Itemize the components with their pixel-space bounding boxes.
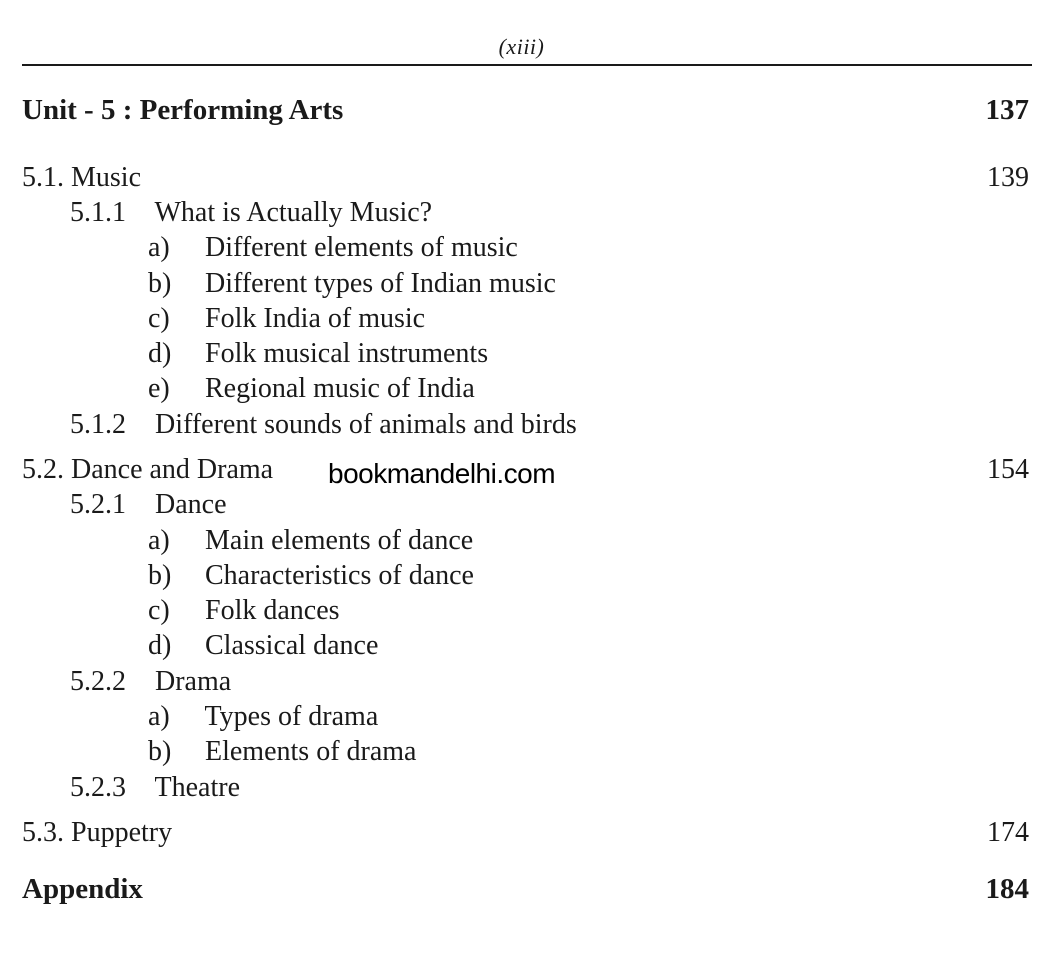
toc-subsection	[70, 770, 240, 806]
watermark-text: bookmandelhi.com	[328, 458, 556, 489]
subsection-title: Different sounds of animals and birds	[155, 409, 577, 440]
section-number: 5.2.	[22, 454, 64, 485]
section-page-number: 154	[987, 454, 1029, 485]
toc-subsection	[70, 664, 231, 700]
subsection-number: 5.2.1	[70, 489, 126, 520]
toc-item	[148, 734, 416, 770]
unit-title: Unit - 5 : Performing Arts	[22, 94, 344, 126]
item-text: Regional music of India	[205, 373, 475, 404]
appendix-title: Appendix	[22, 873, 143, 905]
item-text: Folk musical instruments	[205, 338, 489, 369]
item-text: Elements of drama	[205, 736, 417, 767]
section-title: Dance and Drama	[71, 454, 274, 485]
subsection-number: 5.1.2	[70, 409, 126, 440]
toc-item	[148, 336, 488, 372]
unit-page-number: 137	[985, 94, 1029, 126]
toc-subsection	[70, 407, 577, 443]
toc-item	[148, 301, 425, 337]
subsection-title: Theatre	[154, 772, 240, 803]
page-numeral-header: (xiii)	[498, 34, 545, 59]
section-title: Music	[71, 162, 141, 193]
subsection-number: 5.1.1	[70, 197, 126, 228]
item-letter: d)	[148, 338, 172, 369]
section-title: Puppetry	[71, 817, 173, 848]
item-letter: a)	[148, 232, 170, 263]
item-text: Different types of Indian music	[205, 268, 556, 299]
section-page-number: 139	[987, 162, 1029, 193]
header-rule	[22, 64, 1032, 66]
toc-item	[148, 558, 474, 594]
toc-item	[148, 699, 378, 735]
toc-item	[148, 523, 473, 559]
item-letter: c)	[148, 303, 170, 334]
item-text: Different elements of music	[205, 232, 518, 263]
toc-subsection	[70, 195, 432, 231]
item-letter: a)	[148, 701, 170, 732]
toc-item	[148, 230, 518, 266]
subsection-title: Drama	[155, 666, 232, 697]
section-page-number: 174	[987, 817, 1029, 848]
toc-item	[148, 371, 475, 407]
subsection-title: What is Actually Music?	[154, 197, 433, 228]
item-letter: b)	[148, 736, 172, 767]
toc-item	[148, 593, 340, 629]
section-number: 5.1.	[22, 162, 64, 193]
item-text: Folk dances	[205, 595, 340, 626]
section-number: 5.3.	[22, 817, 64, 848]
item-letter: d)	[148, 630, 172, 661]
subsection-number: 5.2.2	[70, 666, 126, 697]
item-text: Main elements of dance	[205, 525, 474, 556]
subsection-title: Dance	[155, 489, 227, 520]
item-letter: c)	[148, 595, 170, 626]
item-letter: a)	[148, 525, 170, 556]
subsection-number: 5.2.3	[70, 772, 126, 803]
item-letter: b)	[148, 560, 172, 591]
toc-section-music	[22, 160, 141, 196]
item-letter: e)	[148, 373, 170, 404]
toc-section-dance-drama	[22, 452, 273, 488]
item-letter: b)	[148, 268, 172, 299]
item-text: Classical dance	[205, 630, 379, 661]
toc-item	[148, 266, 556, 302]
item-text: Folk India of music	[205, 303, 426, 334]
toc-section-puppetry	[22, 815, 172, 851]
item-text: Types of drama	[204, 701, 379, 732]
item-text: Characteristics of dance	[205, 560, 474, 591]
appendix-page-number: 184	[985, 873, 1029, 905]
toc-item	[148, 628, 378, 664]
toc-subsection	[70, 487, 227, 523]
